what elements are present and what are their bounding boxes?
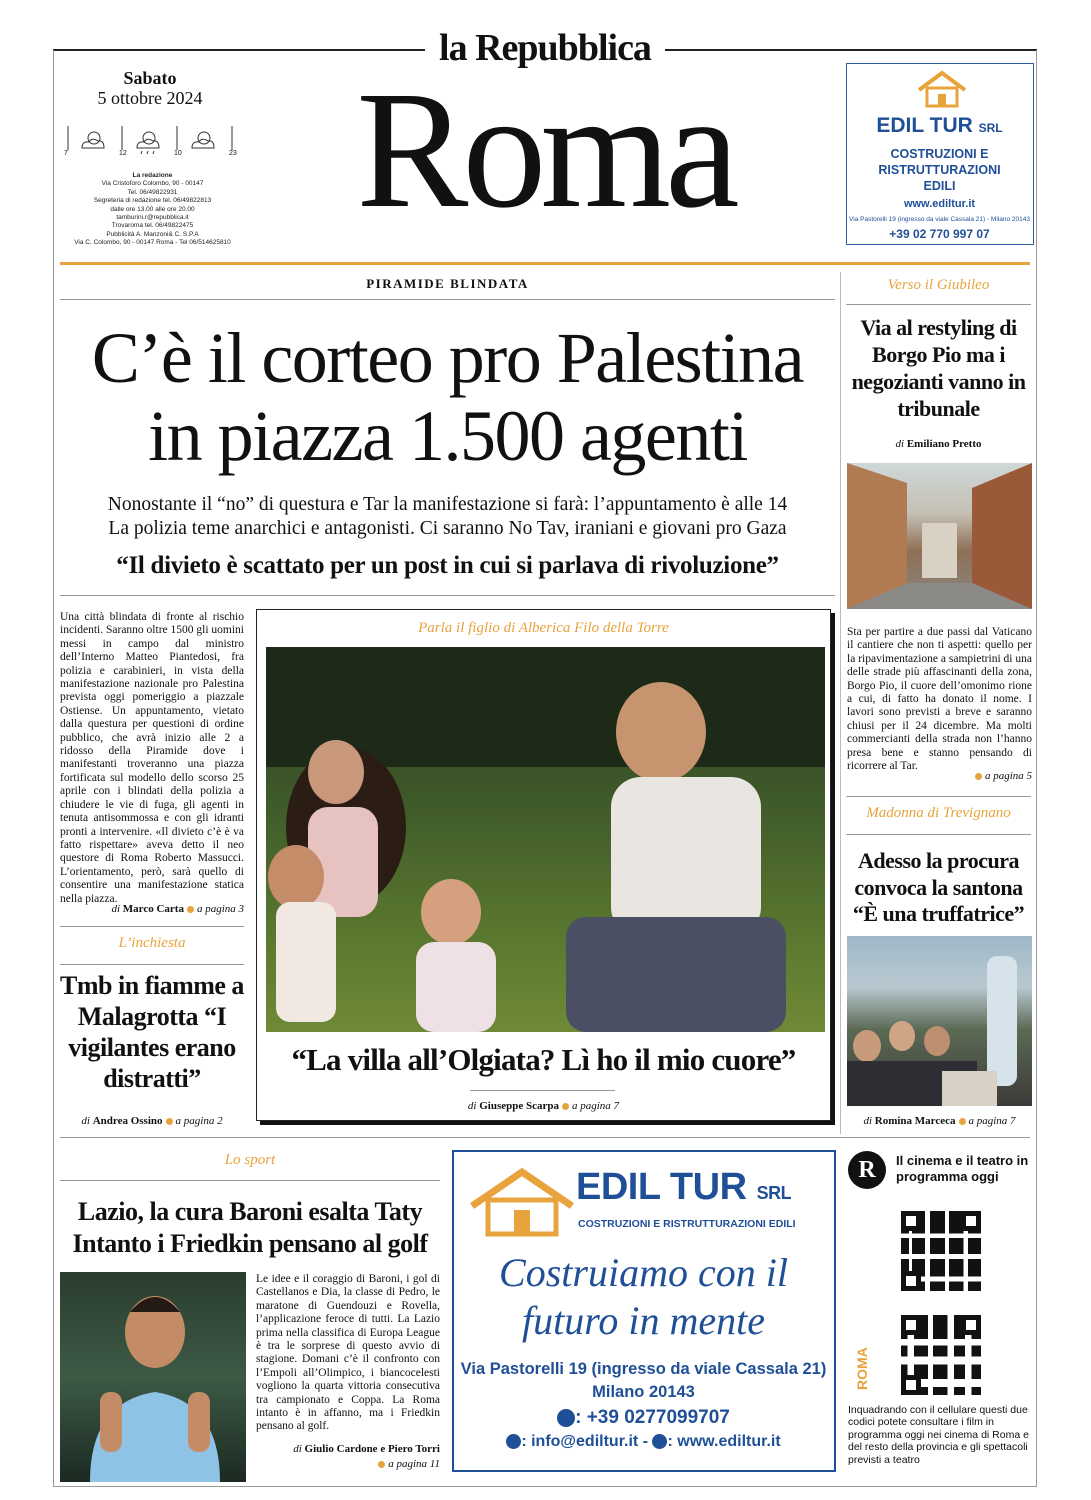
ad-bottom-address-2: Milano 20143 (592, 1383, 695, 1401)
ad-bottom-phone: : +39 0277099707 (575, 1407, 730, 1428)
orange-separator (60, 262, 1030, 265)
bottom-section-rule (60, 1137, 1030, 1138)
bullet-dot-icon (562, 1103, 569, 1110)
inchiesta-kicker: L’inchiesta (118, 935, 186, 951)
right-column-divider (840, 272, 841, 1134)
lead-headline-2: in piazza 1.500 agenti (148, 396, 747, 476)
frame-bottom (53, 1486, 1037, 1487)
inchiesta-rule-mid (60, 964, 244, 965)
ad-bottom-email: : info@ediltur.it - (521, 1433, 649, 1450)
ad-top-brand-text: EDIL TUR (876, 114, 973, 137)
lead-byline (60, 903, 244, 915)
ad-bottom-slogan-1: Costruiamo con il (499, 1250, 788, 1295)
web-icon (652, 1434, 667, 1449)
phone-icon (557, 1409, 575, 1427)
frame-left (53, 50, 54, 1487)
lead-subheadline-1: Nonostante il “no” di questura e Tar la manifestazione si farà: l’appuntamento è alle 14 (107, 494, 788, 515)
ad-bottom-address-1: Via Pastorelli 19 (ingresso da viale Cassala 21) (460, 1360, 827, 1378)
trevignano-rule-top (846, 796, 1031, 797)
trevignano-rule-mid (846, 834, 1031, 835)
ad-bottom[interactable] (452, 1150, 836, 1472)
weather-icons (62, 122, 242, 160)
ad-top-phone: +39 02 770 997 07 (889, 227, 990, 241)
byline-di: di (863, 1115, 872, 1127)
ad-top[interactable] (846, 63, 1034, 245)
ad-top-brand (847, 114, 1032, 138)
sport-page-ref (256, 1458, 440, 1470)
byline-author: Andrea Ossino (92, 1115, 163, 1127)
giubileo-body: Sta per partire a due passi dal Vaticano il cantiere che non ti aspetti: quello per la ripavimentazione a sampietrini di una delle strade più affascinanti della zona, Borgo Pio, il cuore dell’omonimo rione a cui, di fatto ha donato il nome. I lavori sono previsti a breve e saranno chiusi per il 24 dicembre. Ma molti commercianti della strada non l’hanno presa bene e stanno pensando di ricorrere al Tar. (847, 626, 1032, 773)
byline-author: Romina Marceca (874, 1115, 956, 1127)
ad-bottom-sub: COSTRUZIONI E RISTRUTTURAZIONI EDILI (578, 1218, 796, 1230)
ad-bottom-phone-row (454, 1407, 833, 1429)
weather-temp-1: 7 (64, 150, 68, 157)
byline-di: di (467, 1100, 477, 1112)
byline-di: di (111, 903, 120, 915)
byline-di: di (293, 1443, 302, 1455)
byline-di: di (895, 438, 905, 450)
byline-author: Marco Carta (122, 903, 184, 915)
byline-page[interactable]: a pagina 11 (388, 1458, 440, 1470)
lead-quote-rule (60, 595, 835, 596)
bullet-dot-icon (378, 1461, 385, 1468)
redazione-line: tamburini.r@repubblica.it (116, 214, 189, 222)
inchiesta-byline (60, 1115, 244, 1127)
sport-body: Le idee e il coraggio di Baroni, i gol di Castellanos e Dia, la classe di Pedro, le maratone di Guendouzi e Rovella, l’applicazione feroce di tutti. La Lazio prima nella classifica di Europa League è tra le sorprese di questo avvio di stagione. Domani c’è il confronto con l’Empoli all’Olimpico, i biancocelesti vogliono la quarta vittoria consecutiva tra campionato e Coppa. La Roma intanto è in affanno, ma i Friedkin pensano al golf. (256, 1273, 440, 1433)
qr-finder (961, 1211, 981, 1231)
ad-top-web: www.ediltur.it (903, 198, 976, 210)
byline-di: di (81, 1115, 90, 1127)
sport-headline-1: Lazio, la cura Baroni esalta Taty (77, 1197, 423, 1226)
ad-bottom-brand-text: EDIL TUR (576, 1166, 747, 1208)
lazio-player-photo (60, 1272, 246, 1482)
redazione-box (60, 172, 245, 248)
bullet-dot-icon (187, 906, 194, 913)
date-full: 5 ottobre 2024 (97, 88, 203, 108)
borgo-pio-photo (847, 463, 1032, 609)
byline-page[interactable]: a pagina 2 (175, 1115, 223, 1127)
lead-subheadline-2: La polizia teme anarchici e antagonisti. Ci saranno No Tav, iraniani e giovani pro Gaza (108, 518, 787, 539)
brand-logo: la Repubblica (439, 27, 651, 69)
sport-headline-2: Intanto i Friedkin pensano al golf (72, 1229, 428, 1258)
byline-author: Emiliano Pretto (906, 438, 982, 450)
qr-finder (901, 1375, 921, 1395)
byline-page[interactable]: a pagina 3 (196, 903, 244, 915)
player-illustration (60, 1272, 246, 1482)
giubileo-byline (846, 438, 1031, 450)
street-illustration (847, 463, 1032, 609)
redazione-line: Via C. Colombo, 90 - 00147 Roma - Tel 06/514625810 (74, 239, 231, 247)
center-quote-rule (470, 1090, 615, 1091)
redazione-title: La redazione (132, 172, 173, 179)
family-photo-illustration (266, 647, 825, 1032)
redazione-line: Tel. 06/49822931 (127, 188, 178, 196)
sport-kicker: Lo sport (224, 1152, 276, 1168)
bullet-dot-icon (959, 1118, 966, 1125)
giubileo-rule (846, 304, 1031, 305)
byline-page[interactable]: a pagina 7 (968, 1115, 1016, 1127)
trevignano-headline: Adesso la procura convoca la santona “È una truffatrice” (852, 848, 1025, 926)
center-byline (258, 1100, 829, 1112)
city-title: Roma (356, 57, 734, 243)
frame-right (1036, 50, 1037, 1487)
qr-finder (961, 1315, 981, 1335)
house-logo-icon (466, 1166, 578, 1238)
byline-author: Giulio Cardone e Piero Torri (304, 1443, 440, 1455)
cinema-title: Il cinema e il teatro in programma oggi (896, 1153, 1029, 1184)
cinema-side-label: ROMA (854, 1347, 870, 1390)
crowd-illustration (847, 936, 1032, 1106)
qr-finder (901, 1315, 921, 1335)
giubileo-headline: Via al restyling di Borgo Pio ma i negozianti vanno in tribunale (851, 315, 1026, 421)
ad-bottom-slogan-2: futuro in mente (522, 1298, 765, 1343)
lead-body: Una città blindata di fronte al rischio incidenti. Saranno oltre 1500 gli uomini messi in campo dal ministro dell’Interno Matteo Piantedosi, fra polizia e carabinieri, in vista della manifestazione nazionale pro Palestina prevista oggi pomeriggio a piazzale Ostiense. Un appuntamento, vietato dalla questura per questioni di ordine pubblico, che avrà inizio alle 2 a ridosso della Piramide dove i manifestanti troveranno una piazza fortificata sul modello dello scorso 25 aprile con i blindati della polizia a chiudere le vie di fuga, gli agenti in tenuta antisommossa e con gli idranti pronti a intervenire. «Il divieto c’è è va fatto rispettare» aveva detto il neo questore di Roma Roberto Massucci. L’orientamento, però, sarà quello di consentire una manifestazione statica nella piazza. (60, 611, 244, 905)
masthead-rule-right (665, 49, 1037, 51)
redazione-line: Via Cristoforo Colombo, 90 - 00147 (101, 180, 204, 188)
weather-strip (62, 122, 242, 160)
trevignano-photo (847, 936, 1032, 1106)
qr-finder (901, 1271, 921, 1291)
redazione-line: Trovaroma tel. 06/49822475 (111, 222, 194, 230)
byline-page[interactable]: a pagina 7 (572, 1100, 620, 1112)
masthead-rule-left (53, 49, 425, 51)
qr-finder (901, 1211, 921, 1231)
sport-rule (60, 1180, 440, 1181)
sport-byline (256, 1443, 440, 1455)
family-photo (266, 647, 825, 1032)
giubileo-page-ref (847, 770, 1032, 782)
ad-bottom-brand (576, 1166, 836, 1209)
qr-code-cinema[interactable] (900, 1210, 982, 1292)
ad-top-brand-suffix: SRL (978, 121, 1003, 135)
lead-kicker-rule (60, 299, 835, 300)
redazione-line: Segreteria di redazione tel. 06/49822813 (93, 197, 212, 205)
redazione-line: Pubblicità A. Manzoni& C. S.P.A (106, 230, 199, 238)
ad-top-address: Via Pastorelli 19 (ingresso da viale Cassala 21) - Milano 20143 (849, 216, 1030, 223)
lead-quote: “Il divieto è scattato per un post in cui si parlava di rivoluzione” (116, 552, 779, 579)
byline-author: Giuseppe Scarpa (479, 1100, 559, 1112)
repubblica-r-logo: R (848, 1151, 886, 1189)
ad-bottom-contact-row (454, 1433, 833, 1451)
house-logo-icon (915, 70, 969, 110)
cinema-caption: Inquadrando con il cellulare questi due codici potete consultare i film in programma oggi nei cinema di Roma e del resto della provincia e gli spettacoli previsti a teatro (848, 1404, 1029, 1466)
redazione-line: dalle ore 13.00 alle ore 20.00 (110, 205, 195, 213)
email-icon (506, 1434, 521, 1449)
weather-temp-3: 10 (174, 150, 182, 157)
qr-code-teatro[interactable] (900, 1314, 982, 1396)
weather-temp-2: 12 (119, 150, 127, 157)
inchiesta-rule-top (60, 926, 244, 927)
center-kicker: Parla il figlio di Alberica Filo della Torre (418, 620, 669, 636)
byline-page[interactable]: a pagina 5 (984, 770, 1032, 782)
ad-bottom-web: : www.ediltur.it (667, 1433, 781, 1450)
trevignano-kicker: Madonna di Trevignano (866, 805, 1011, 821)
giubileo-kicker: Verso il Giubileo (887, 277, 990, 293)
trevignano-byline (847, 1115, 1032, 1127)
lead-headline-1: C’è il corteo pro Palestina (91, 318, 804, 398)
bullet-dot-icon (975, 773, 982, 780)
inchiesta-headline: Tmb in fiamme a Malagrotta “I vigilantes erano distratti” (60, 971, 244, 1093)
center-quote: “La villa all’Olgiata? Lì ho il mio cuore” (291, 1042, 796, 1077)
ad-bottom-brand-suffix: SRL (756, 1183, 792, 1203)
date-weekday: Sabato (123, 68, 177, 88)
ad-top-sub: COSTRUZIONI E RISTRUTTURAZIONI EDILI (878, 147, 1001, 193)
lead-kicker: PIRAMIDE BLINDATA (366, 276, 529, 291)
bullet-dot-icon (166, 1118, 173, 1125)
weather-temp-4: 23 (229, 150, 237, 157)
